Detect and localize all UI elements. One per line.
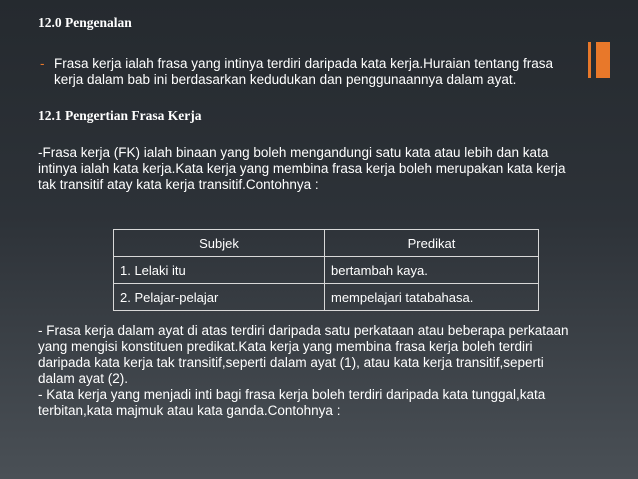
accent-bar-thick <box>596 42 610 78</box>
heading-pengertian: 12.1 Pengertian Frasa Kerja <box>38 108 202 123</box>
table-header-subjek: Subjek <box>114 230 325 257</box>
bullet-marker <box>40 56 45 72</box>
intro-line-1: Frasa kerja ialah frasa yang intinya terdiri daripada kata kerja.Huraian tentang frasa <box>54 56 554 71</box>
table-row <box>114 257 539 284</box>
para2-line-1: - Frasa kerja dalam ayat di atas terdiri daripada satu perkataan atau beberapa perkataan <box>38 323 569 338</box>
example-table <box>113 229 539 311</box>
table-cell: bertambah kaya. <box>325 257 539 284</box>
table-cell: 1. Lelaki itu <box>114 257 325 284</box>
table-row <box>114 284 539 311</box>
intro-line-2: kerja dalam bab ini berdasarkan kedudukan dan penggunaannya dalam ayat. <box>54 72 517 87</box>
para1-line-1: -Frasa kerja (FK) ialah binaan yang boleh mengandungi satu kata atau lebih dan kata <box>38 145 549 160</box>
para2-line-4: dalam ayat (2). <box>38 371 129 386</box>
table-header-predikat: Predikat <box>325 230 539 257</box>
accent-bar-thin <box>588 42 591 78</box>
bullet-dash: - <box>40 56 45 71</box>
para2-line-2: yang mengisi konstituen predikat.Kata kerja yang membina frasa kerja boleh terdiri <box>38 339 533 354</box>
para2-line-3: daripada kata kerja tak transitif,seperti dalam ayat (1), atau kata kerja transitif,seperti <box>38 355 544 370</box>
para2-line-6: terbitan,kata majmuk atau kata ganda.Contohnya : <box>38 403 341 418</box>
table-cell: mempelajari tatabahasa. <box>325 284 539 311</box>
para1-line-3: tak transitif atay kata kerja transitif.Contohnya : <box>38 177 319 192</box>
para1-line-2: intinya ialah kata kerja.Kata kerja yang membina frasa kerja boleh merupakan kata kerja <box>38 161 566 176</box>
table-cell: 2. Pelajar-pelajar <box>114 284 325 311</box>
table-header-row <box>114 230 539 257</box>
para2-line-5: - Kata kerja yang menjadi inti bagi frasa kerja boleh terdiri daripada kata tunggal,kata <box>38 387 546 402</box>
heading-pengenalan: 12.0 Pengenalan <box>38 15 132 30</box>
